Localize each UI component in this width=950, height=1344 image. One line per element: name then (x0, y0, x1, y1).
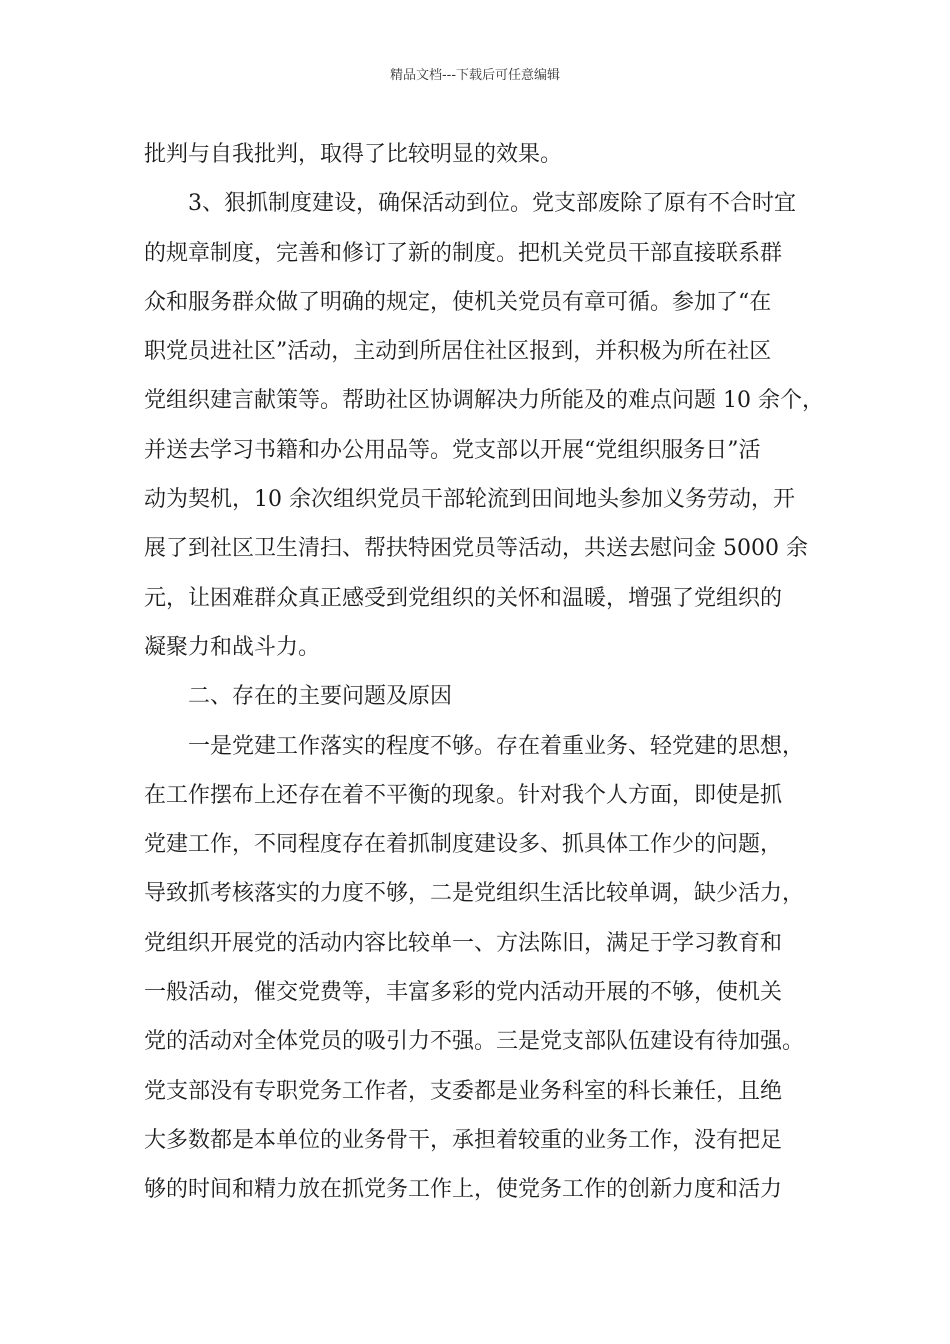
text-line: 党组织建言献策等。帮助社区协调解决力所能及的难点问题 10 余个， (144, 388, 824, 414)
text-line: 党组织开展党的活动内容比较单一、方法陈旧，满足于学习教育和 (144, 930, 783, 956)
text-line: 的规章制度，完善和修订了新的制度。把机关党员干部直接联系群 (144, 240, 783, 266)
section-heading: 二、存在的主要问题及原因 (188, 684, 453, 710)
text-line: 一是党建工作落实的程度不够。存在着重业务、轻党建的思想， (188, 733, 805, 759)
text-line: 元，让困难群众真正感受到党组织的关怀和温暖，增强了党组织的 (144, 585, 783, 611)
text-line: 动为契机，10 余次组织党员干部轮流到田间地头参加义务劳动，开 (144, 487, 795, 513)
document-body (144, 130, 834, 1215)
text-line: 党建工作，不同程度存在着抓制度建设多、抓具体工作少的问题， (144, 832, 783, 858)
text-line: 党的活动对全体党员的吸引力不强。三是党支部队伍建设有待加强。 (144, 1029, 805, 1055)
text-line: 党支部没有专职党务工作者，支委都是业务科室的科长兼任，且绝 (144, 1078, 783, 1104)
text-line: 大多数都是本单位的业务骨干，承担着较重的业务工作，没有把足 (144, 1127, 783, 1153)
text-line: 展了到社区卫生清扫、帮扶特困党员等活动，共送去慰问金 5000 余 (144, 536, 808, 562)
text-line: 导致抓考核落实的力度不够，二是党组织生活比较单调，缺少活力， (144, 881, 805, 907)
text-line: 职党员进社区”活动，主动到所居住社区报到，并积极为所在社区 (144, 339, 772, 365)
text-line: 众和服务群众做了明确的规定，使机关党员有章可循。参加了“在 (144, 289, 772, 315)
text-line: 并送去学习书籍和办公用品等。党支部以开展“党组织服务日”活 (144, 437, 761, 463)
text-line: 3、狠抓制度建设，确保活动到位。党支部废除了原有不合时宜 (188, 191, 796, 217)
text-line: 批判与自我批判，取得了比较明显的效果。 (144, 142, 563, 167)
page-header: 精品文档---下载后可任意编辑 (389, 68, 561, 83)
text-line: 凝聚力和战斗力。 (144, 634, 321, 660)
text-line: 够的时间和精力放在抓党务工作上，使党务工作的创新力度和活力 (144, 1177, 783, 1203)
text-line: 在工作摆布上还存在着不平衡的现象。针对我个人方面，即使是抓 (144, 782, 783, 808)
text-line: 一般活动，催交党费等，丰富多彩的党内活动开展的不够，使机关 (144, 980, 783, 1006)
